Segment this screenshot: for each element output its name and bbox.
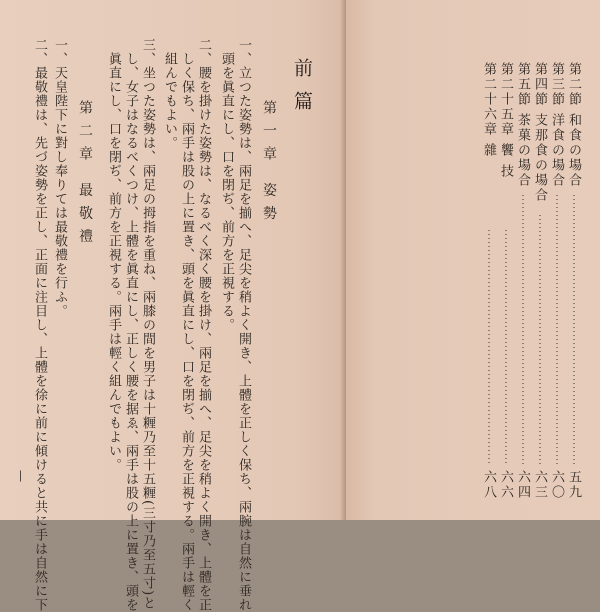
chapter1-item2-line2: しく保ち、兩手は股の上に置き、頭を眞直にし、口を閉ぢ、前方を正視する。兩手は輕く <box>179 52 194 612</box>
chapter2-item2-line1: 二、最敬禮は、先づ姿勢を正し、正面に注目し、上體を徐に前に傾けると共に手は自然に下 <box>32 38 47 612</box>
chapter1-item1-line2: 頭を眞直にし、口を閉ぢ、前方を正視する。 <box>219 52 234 332</box>
toc-entry-label: 第四節 支那食の場合 <box>532 62 547 204</box>
chapter1-item3-line3: 眞直にし、口を閉ぢ、前方を正視する。兩手は輕く組んでもよい。 <box>106 52 121 472</box>
toc-entry-label: 第二節 和食の場合 <box>566 62 581 189</box>
chapter2-item1-line1: 一、天皇陛下に對し奉りては最敬禮を行ふ。 <box>52 38 67 318</box>
right-page <box>346 0 600 520</box>
toc-entry-page: 六六 <box>498 470 513 500</box>
toc-entry-page: 六三 <box>532 470 547 500</box>
toc-entry-label: 第三節 洋食の場合 <box>549 62 564 189</box>
page-mark: — <box>14 470 28 483</box>
toc-entry-label: 第五節 茶菓の場合 <box>515 62 530 189</box>
chapter1-heading: 第一章 姿勢 <box>261 100 277 229</box>
toc-entry-page: 六八 <box>481 470 496 500</box>
chapter1-item3-line2: し、女子はなるべくつけ、上體を眞直にし、正しく腰を据ゑ、兩手は股の上に置き、頭を <box>123 52 138 612</box>
chapter1-item2-line3: 組んでもよい。 <box>162 52 177 150</box>
chapter1-item3-line1: 三、坐つた姿勢は、兩足の拇指を重ね、兩膝の間を男子は十糎乃至十五糎(三寸乃至五寸)と <box>140 38 155 611</box>
toc-entry-label: 第二十五章 饗 技 <box>498 62 513 180</box>
toc-entry-page: 六四 <box>515 470 530 500</box>
chapter1-item1-line1: 一、立つた姿勢は、兩足を揃へ、足尖を稍よく開き、上體を正しく保ち、兩腕は自然に垂れ <box>236 38 251 612</box>
section-title: 前篇 <box>291 58 313 124</box>
toc-entry-label: 第二十六章 雜 <box>481 62 496 159</box>
chapter1-item2-line1: 二、腰を掛けた姿勢は、なるべく深く腰を掛け、兩足を揃へ、足尖を稍よく開き、上體を正 <box>196 38 211 612</box>
chapter2-heading: 第二章 最敬禮 <box>77 100 93 252</box>
toc-entry-page: 五九 <box>566 470 581 500</box>
toc-entry-page: 六〇 <box>549 470 564 500</box>
